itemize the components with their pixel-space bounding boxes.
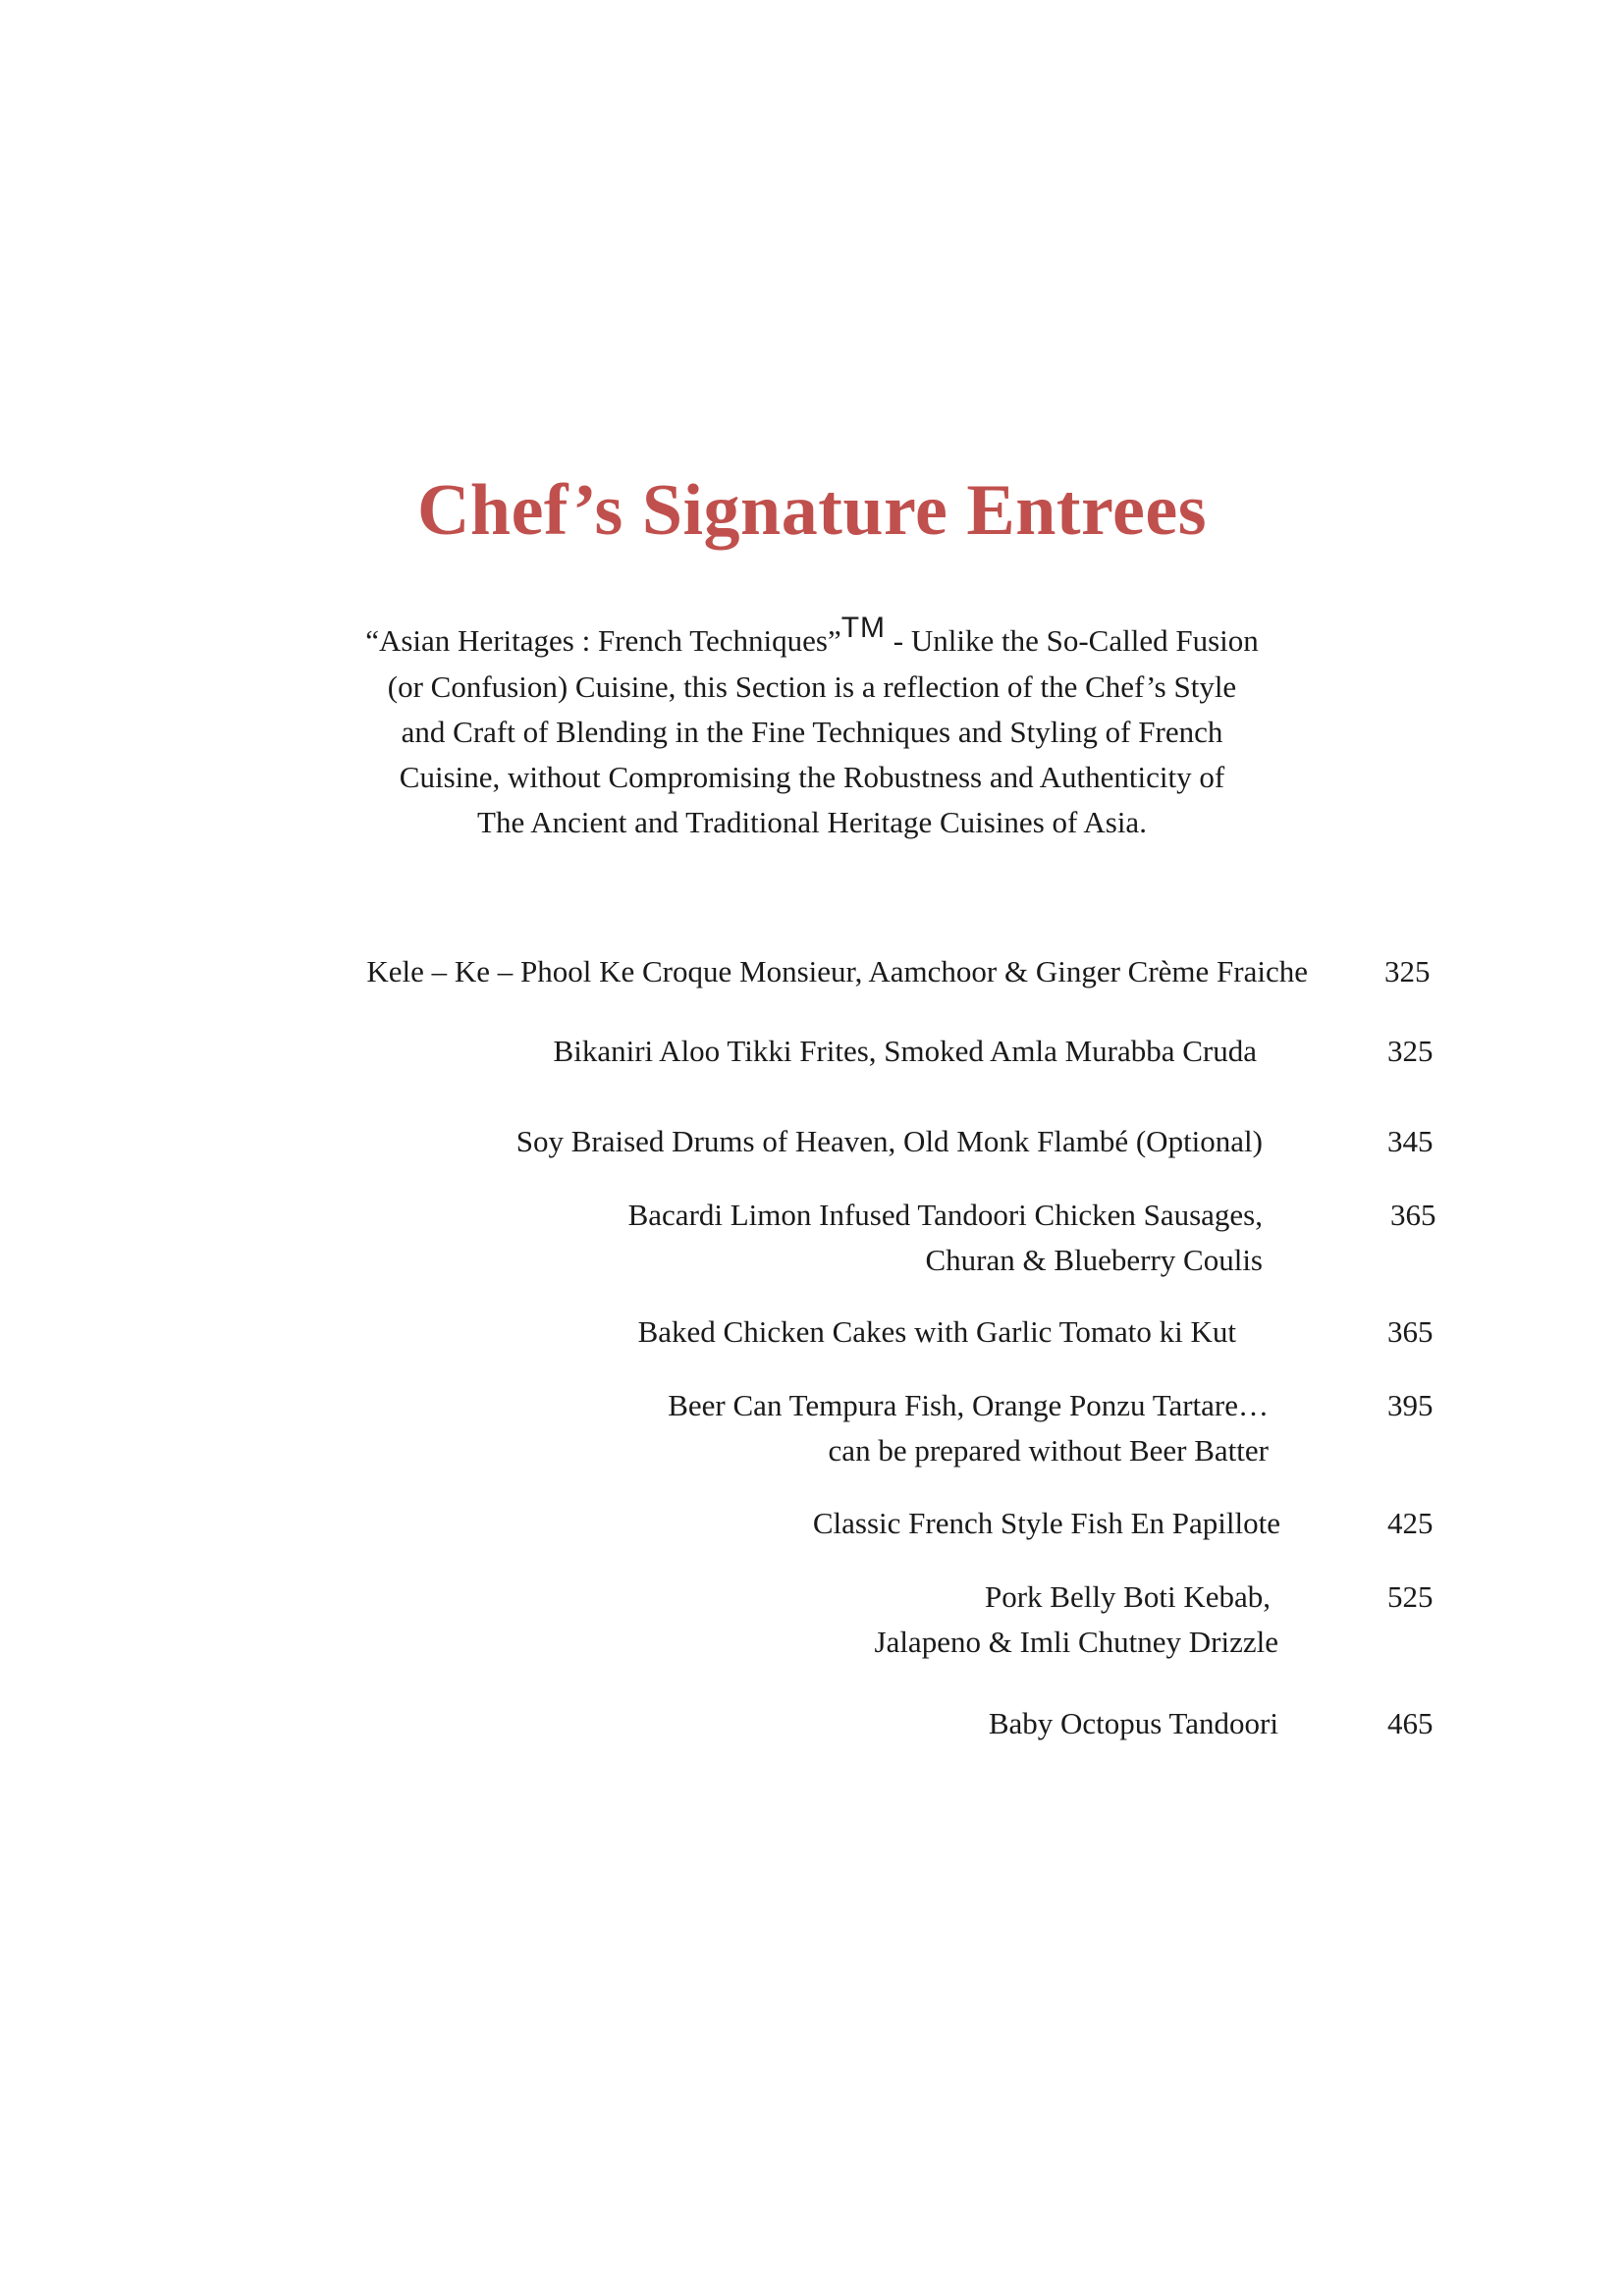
menu-item-name: [628, 1193, 1263, 1283]
menu-item-price: 465: [1387, 1706, 1434, 1740]
menu-item-line: Bikaniri Aloo Tikki Frites, Smoked Amla Murabba Cruda: [553, 1034, 1257, 1068]
menu-item-line: Soy Braised Drums of Heaven, Old Monk Flambé (Optional): [515, 1124, 1263, 1158]
intro-line-4: Cuisine, without Compromising the Robustness and Authenticity of: [399, 760, 1225, 794]
menu-item-price: 425: [1387, 1506, 1434, 1540]
menu-item-line: Classic French Style Fish En Papillote: [812, 1506, 1280, 1540]
menu-item-price: 395: [1387, 1388, 1434, 1422]
page-title: Chef’s Signature Entrees: [416, 470, 1208, 551]
menu-item-price: 525: [1387, 1579, 1434, 1614]
menu-item-price: 365: [1387, 1314, 1434, 1349]
menu-item-name: [989, 1701, 1278, 1746]
intro-line-1-prefix: “Asian Heritages : French Techniques”: [365, 623, 841, 658]
trademark-symbol: TM: [840, 612, 887, 644]
menu-item-line: Pork Belly Boti Kebab,: [984, 1579, 1271, 1614]
intro-line-2: (or Confusion) Cuisine, this Section is a reflection of the Chef’s Style: [387, 669, 1237, 704]
menu-item-name: [366, 949, 1308, 994]
intro-paragraph: [295, 612, 1329, 845]
menu-item-price: 345: [1387, 1124, 1434, 1158]
menu-item-line: can be prepared without Beer Batter: [828, 1433, 1269, 1468]
intro-line-5: The Ancient and Traditional Heritage Cuisines of Asia.: [477, 805, 1147, 839]
menu-item-line: Beer Can Tempura Fish, Orange Ponzu Tartare…: [668, 1388, 1269, 1422]
menu-item-name: [813, 1501, 1280, 1546]
menu-item-line: Jalapeno & Imli Chutney Drizzle: [874, 1625, 1278, 1659]
menu-item-line: Bacardi Limon Infused Tandoori Chicken Sausages,: [627, 1198, 1263, 1232]
intro-line-3: and Craft of Blending in the Fine Techniques and Styling of French: [401, 715, 1223, 749]
menu-item-name: [668, 1383, 1269, 1473]
menu-item-price: 325: [1384, 954, 1431, 988]
menu-item-name: [638, 1309, 1236, 1355]
intro-line-1: [295, 612, 1329, 665]
menu-item-price: 365: [1390, 1198, 1436, 1232]
menu-item-line: Kele – Ke – Phool Ke Croque Monsieur, Aamchoor & Ginger Crème Fraiche: [366, 954, 1308, 988]
menu-item-line: Baby Octopus Tandoori: [988, 1706, 1278, 1740]
menu-item-name: [875, 1575, 1279, 1665]
menu-item-name: [554, 1029, 1257, 1074]
menu-item-line: Churan & Blueberry Coulis: [925, 1243, 1263, 1277]
intro-line-1-suffix: - Unlike the So-Called Fusion: [886, 623, 1259, 658]
menu-item-price: 325: [1387, 1034, 1434, 1068]
menu-item-line: Baked Chicken Cakes with Garlic Tomato ki Kut: [637, 1314, 1236, 1349]
menu-item-name: [516, 1119, 1263, 1164]
